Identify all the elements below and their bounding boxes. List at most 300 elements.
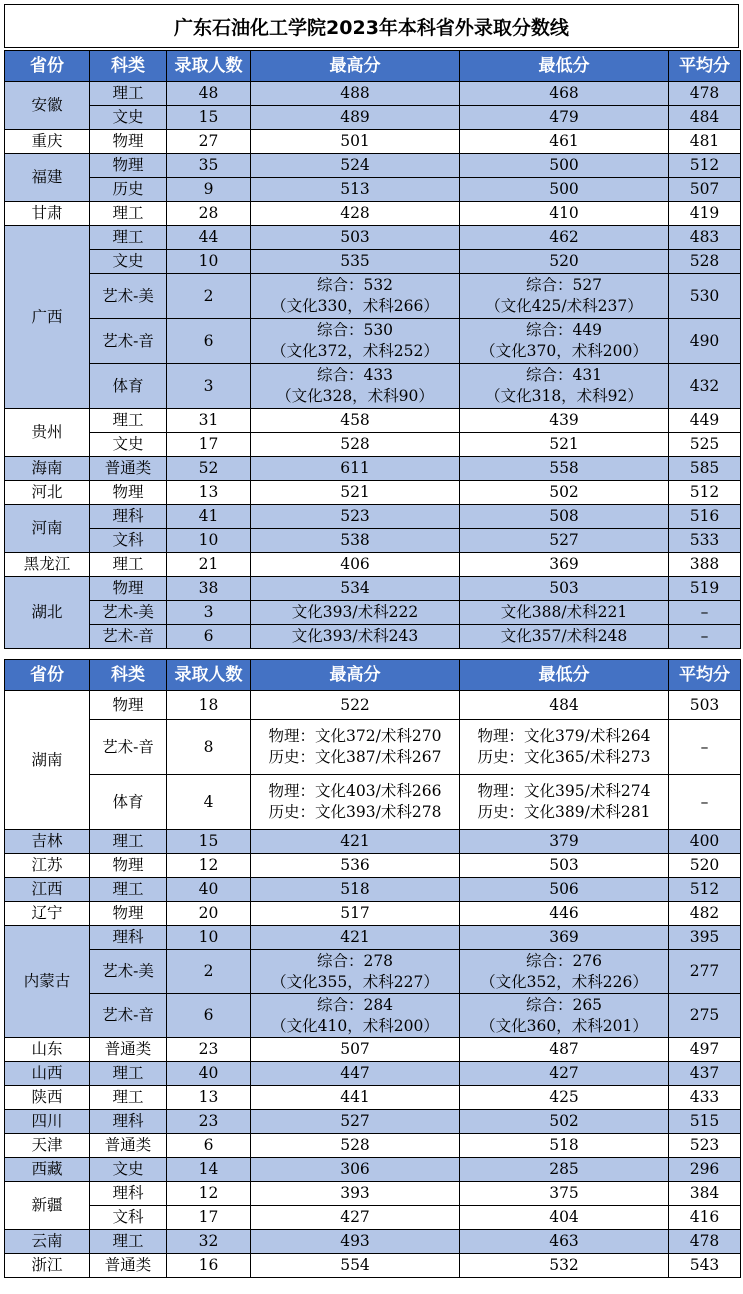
avg-cell: 520 <box>669 854 741 878</box>
category-cell: 艺术-美 <box>90 950 167 994</box>
max-cell: 421 <box>251 830 460 854</box>
count-cell: 6 <box>167 994 251 1038</box>
province-cell: 黑龙江 <box>5 553 90 577</box>
count-cell: 2 <box>167 950 251 994</box>
category-cell: 理工 <box>90 1062 167 1086</box>
avg-cell: 419 <box>669 202 741 226</box>
max-cell: 528 <box>251 433 460 457</box>
province-cell: 浙江 <box>5 1254 90 1278</box>
header-category: 科类 <box>90 51 167 82</box>
category-cell: 艺术-音 <box>90 720 167 775</box>
count-cell: 28 <box>167 202 251 226</box>
max-cell <box>251 775 460 830</box>
table-row <box>5 625 741 649</box>
count-cell: 18 <box>167 691 251 720</box>
province-cell: 四川 <box>5 1110 90 1134</box>
category-cell: 艺术-音 <box>90 994 167 1038</box>
category-cell: 理科 <box>90 1110 167 1134</box>
category-cell: 理科 <box>90 926 167 950</box>
avg-cell: 512 <box>669 481 741 505</box>
table-row <box>5 1062 741 1086</box>
max-line-1: 物理：文化372/术科270 <box>268 727 442 745</box>
count-cell: 48 <box>167 82 251 106</box>
category-cell: 普通类 <box>90 1254 167 1278</box>
min-cell: 527 <box>460 529 669 553</box>
table-row <box>5 1134 741 1158</box>
table-row <box>5 433 741 457</box>
min-cell: 502 <box>460 1110 669 1134</box>
category-cell: 理工 <box>90 830 167 854</box>
count-cell: 40 <box>167 1062 251 1086</box>
min-line-1: 物理：文化395/术科274 <box>477 782 651 800</box>
category-cell: 文史 <box>90 106 167 130</box>
min-line-2: （文化318，术科92） <box>485 387 643 405</box>
province-cell: 湖北 <box>5 577 90 649</box>
avg-cell: 490 <box>669 319 741 364</box>
table-row <box>5 202 741 226</box>
count-cell: 15 <box>167 830 251 854</box>
table-row <box>5 505 741 529</box>
table-row <box>5 1230 741 1254</box>
category-cell: 文科 <box>90 1206 167 1230</box>
avg-cell: 530 <box>669 274 741 319</box>
min-cell: 425 <box>460 1086 669 1110</box>
table-row <box>5 154 741 178</box>
category-cell: 文史 <box>90 433 167 457</box>
avg-cell: 483 <box>669 226 741 250</box>
max-cell <box>251 364 460 409</box>
count-cell: 9 <box>167 178 251 202</box>
count-cell: 6 <box>167 319 251 364</box>
min-line-2: 历史：文化365/术科273 <box>477 748 651 766</box>
min-line-1: 综合：527 <box>525 276 603 294</box>
max-cell: 501 <box>251 130 460 154</box>
province-cell: 河北 <box>5 481 90 505</box>
table-row <box>5 775 741 830</box>
max-line-1: 综合：433 <box>316 366 394 384</box>
max-cell <box>251 950 460 994</box>
min-cell <box>460 720 669 775</box>
count-cell: 8 <box>167 720 251 775</box>
table-row <box>5 950 741 994</box>
max-cell: 524 <box>251 154 460 178</box>
avg-cell: 400 <box>669 830 741 854</box>
category-cell: 物理 <box>90 691 167 720</box>
category-cell: 文科 <box>90 529 167 553</box>
avg-cell: 478 <box>669 1230 741 1254</box>
max-line-2: （文化410，术科200） <box>271 1016 439 1035</box>
table-row <box>5 1110 741 1134</box>
province-cell: 重庆 <box>5 130 90 154</box>
min-cell: 500 <box>460 178 669 202</box>
min-line-2: （文化425/术科237） <box>485 297 643 315</box>
province-cell: 广西 <box>5 226 90 409</box>
min-cell: 文化388/术科221 <box>460 601 669 625</box>
min-cell: 508 <box>460 505 669 529</box>
header-count: 录取人数 <box>167 51 251 82</box>
province-cell: 贵州 <box>5 409 90 457</box>
max-cell: 447 <box>251 1062 460 1086</box>
min-cell: 479 <box>460 106 669 130</box>
max-cell: 538 <box>251 529 460 553</box>
avg-cell: 432 <box>669 364 741 409</box>
avg-cell: 543 <box>669 1254 741 1278</box>
count-cell: 10 <box>167 250 251 274</box>
max-line-1: 物理：文化403/术科266 <box>268 782 442 800</box>
max-cell: 489 <box>251 106 460 130</box>
header-category: 科类 <box>90 660 167 691</box>
min-line-2: （文化370，术科200） <box>480 342 648 360</box>
province-cell: 内蒙古 <box>5 926 90 1038</box>
province-cell: 江苏 <box>5 854 90 878</box>
count-cell: 13 <box>167 1086 251 1110</box>
min-cell: 446 <box>460 902 669 926</box>
min-cell: 506 <box>460 878 669 902</box>
category-cell: 物理 <box>90 481 167 505</box>
province-cell: 湖南 <box>5 691 90 830</box>
admission-table-2 <box>4 659 741 1278</box>
min-cell: 285 <box>460 1158 669 1182</box>
count-cell: 38 <box>167 577 251 601</box>
max-cell: 513 <box>251 178 460 202</box>
table-row <box>5 854 741 878</box>
min-line-1: 综合：449 <box>525 321 603 339</box>
table-row <box>5 1254 741 1278</box>
avg-cell: 512 <box>669 154 741 178</box>
count-cell: 21 <box>167 553 251 577</box>
max-line-2: （文化330，术科266） <box>271 297 439 315</box>
table-row <box>5 830 741 854</box>
avg-cell: 528 <box>669 250 741 274</box>
header-min: 最低分 <box>460 51 669 82</box>
max-cell: 441 <box>251 1086 460 1110</box>
max-cell: 554 <box>251 1254 460 1278</box>
province-cell: 江西 <box>5 878 90 902</box>
category-cell: 艺术-音 <box>90 625 167 649</box>
category-cell: 历史 <box>90 178 167 202</box>
max-cell: 493 <box>251 1230 460 1254</box>
count-cell: 12 <box>167 1182 251 1206</box>
header-count: 录取人数 <box>167 660 251 691</box>
category-cell: 物理 <box>90 577 167 601</box>
max-cell: 527 <box>251 1110 460 1134</box>
count-cell: 17 <box>167 433 251 457</box>
table-row <box>5 878 741 902</box>
avg-cell: 585 <box>669 457 741 481</box>
min-cell <box>460 319 669 364</box>
count-cell: 27 <box>167 130 251 154</box>
min-line-2: （文化352，术科226） <box>480 972 648 991</box>
avg-cell: 503 <box>669 691 741 720</box>
count-cell: 16 <box>167 1254 251 1278</box>
max-cell: 536 <box>251 854 460 878</box>
min-line-1: 物理：文化379/术科264 <box>477 727 651 745</box>
count-cell: 40 <box>167 878 251 902</box>
max-cell: 428 <box>251 202 460 226</box>
min-cell: 369 <box>460 553 669 577</box>
min-cell: 532 <box>460 1254 669 1278</box>
category-cell: 理工 <box>90 409 167 433</box>
table-row <box>5 274 741 319</box>
count-cell: 44 <box>167 226 251 250</box>
category-cell: 文史 <box>90 1158 167 1182</box>
min-cell: 439 <box>460 409 669 433</box>
table-row <box>5 577 741 601</box>
table-row <box>5 1158 741 1182</box>
count-cell: 13 <box>167 481 251 505</box>
category-cell: 体育 <box>90 364 167 409</box>
min-line-1: 综合：276 <box>525 951 603 970</box>
table-row <box>5 720 741 775</box>
min-cell: 502 <box>460 481 669 505</box>
header-avg: 平均分 <box>669 51 741 82</box>
max-cell: 421 <box>251 926 460 950</box>
province-cell: 安徽 <box>5 82 90 130</box>
avg-cell: 449 <box>669 409 741 433</box>
province-cell: 吉林 <box>5 830 90 854</box>
table-row <box>5 601 741 625</box>
max-line-2: （文化372，术科252） <box>271 342 439 360</box>
header-max: 最高分 <box>251 660 460 691</box>
min-line-2: 历史：文化389/术科281 <box>477 803 651 821</box>
avg-cell: 478 <box>669 82 741 106</box>
category-cell: 普通类 <box>90 457 167 481</box>
table-row <box>5 319 741 364</box>
province-cell: 云南 <box>5 1230 90 1254</box>
max-cell: 521 <box>251 481 460 505</box>
count-cell: 12 <box>167 854 251 878</box>
min-cell: 521 <box>460 433 669 457</box>
max-cell <box>251 720 460 775</box>
count-cell: 14 <box>167 1158 251 1182</box>
header-min: 最低分 <box>460 660 669 691</box>
min-cell: 558 <box>460 457 669 481</box>
min-line-1: 综合：265 <box>525 995 603 1014</box>
table-row <box>5 994 741 1038</box>
category-cell: 物理 <box>90 902 167 926</box>
header-avg: 平均分 <box>669 660 741 691</box>
count-cell: 35 <box>167 154 251 178</box>
table-header-row <box>5 660 741 691</box>
category-cell: 理工 <box>90 226 167 250</box>
min-cell: 461 <box>460 130 669 154</box>
count-cell: 3 <box>167 364 251 409</box>
min-cell: 500 <box>460 154 669 178</box>
header-province: 省份 <box>5 51 90 82</box>
category-cell: 艺术-音 <box>90 319 167 364</box>
min-cell <box>460 364 669 409</box>
avg-cell: 296 <box>669 1158 741 1182</box>
max-cell: 534 <box>251 577 460 601</box>
max-cell: 406 <box>251 553 460 577</box>
category-cell: 理工 <box>90 1230 167 1254</box>
max-cell <box>251 319 460 364</box>
max-cell: 535 <box>251 250 460 274</box>
min-cell <box>460 274 669 319</box>
table-row <box>5 250 741 274</box>
category-cell: 艺术-美 <box>90 274 167 319</box>
count-cell: 32 <box>167 1230 251 1254</box>
avg-cell: – <box>669 601 741 625</box>
table-header-row <box>5 51 741 82</box>
category-cell: 体育 <box>90 775 167 830</box>
table-row <box>5 178 741 202</box>
province-cell: 山西 <box>5 1062 90 1086</box>
avg-cell: 437 <box>669 1062 741 1086</box>
table-row <box>5 529 741 553</box>
count-cell: 10 <box>167 529 251 553</box>
max-line-1: 综合：278 <box>316 951 394 970</box>
avg-cell: 497 <box>669 1038 741 1062</box>
avg-cell: 516 <box>669 505 741 529</box>
avg-cell: 433 <box>669 1086 741 1110</box>
avg-cell: 512 <box>669 878 741 902</box>
admission-table-1 <box>4 50 741 649</box>
category-cell: 物理 <box>90 854 167 878</box>
count-cell: 52 <box>167 457 251 481</box>
avg-cell: 507 <box>669 178 741 202</box>
table-row <box>5 1182 741 1206</box>
min-cell: 518 <box>460 1134 669 1158</box>
category-cell: 理工 <box>90 553 167 577</box>
province-cell: 新疆 <box>5 1182 90 1230</box>
avg-cell: 384 <box>669 1182 741 1206</box>
table-row <box>5 902 741 926</box>
max-line-2: （文化328，术科90） <box>276 387 434 405</box>
min-cell: 503 <box>460 854 669 878</box>
page-title: 广东石油化工学院2023年本科省外录取分数线 <box>4 4 739 48</box>
table-row <box>5 1086 741 1110</box>
count-cell: 31 <box>167 409 251 433</box>
avg-cell: 515 <box>669 1110 741 1134</box>
avg-cell: 523 <box>669 1134 741 1158</box>
category-cell: 艺术-美 <box>90 601 167 625</box>
province-cell: 辽宁 <box>5 902 90 926</box>
avg-cell: 481 <box>669 130 741 154</box>
avg-cell: – <box>669 775 741 830</box>
max-cell: 393 <box>251 1182 460 1206</box>
category-cell: 理工 <box>90 202 167 226</box>
max-line-2: 历史：文化387/术科267 <box>268 748 442 766</box>
province-cell: 河南 <box>5 505 90 553</box>
category-cell: 普通类 <box>90 1134 167 1158</box>
min-cell: 379 <box>460 830 669 854</box>
min-cell: 503 <box>460 577 669 601</box>
max-cell <box>251 274 460 319</box>
category-cell: 理科 <box>90 1182 167 1206</box>
province-cell: 陕西 <box>5 1086 90 1110</box>
count-cell: 41 <box>167 505 251 529</box>
max-cell: 611 <box>251 457 460 481</box>
max-line-1: 综合：530 <box>316 321 394 339</box>
min-cell: 404 <box>460 1206 669 1230</box>
min-cell: 463 <box>460 1230 669 1254</box>
avg-cell: 388 <box>669 553 741 577</box>
category-cell: 物理 <box>90 130 167 154</box>
min-cell: 462 <box>460 226 669 250</box>
count-cell: 10 <box>167 926 251 950</box>
count-cell: 23 <box>167 1110 251 1134</box>
category-cell: 理工 <box>90 1086 167 1110</box>
table-row <box>5 481 741 505</box>
max-cell: 306 <box>251 1158 460 1182</box>
max-cell: 458 <box>251 409 460 433</box>
min-cell <box>460 950 669 994</box>
max-line-2: （文化355，术科227） <box>271 972 439 991</box>
count-cell: 3 <box>167 601 251 625</box>
min-line-2: （文化360，术科201） <box>480 1016 648 1035</box>
min-cell <box>460 775 669 830</box>
avg-cell: 482 <box>669 902 741 926</box>
min-cell: 520 <box>460 250 669 274</box>
min-cell <box>460 994 669 1038</box>
avg-cell: – <box>669 625 741 649</box>
count-cell: 4 <box>167 775 251 830</box>
max-cell: 文化393/术科222 <box>251 601 460 625</box>
min-cell: 484 <box>460 691 669 720</box>
avg-cell: 525 <box>669 433 741 457</box>
avg-cell: – <box>669 720 741 775</box>
table-row <box>5 409 741 433</box>
header-max: 最高分 <box>251 51 460 82</box>
max-cell: 523 <box>251 505 460 529</box>
category-cell: 物理 <box>90 154 167 178</box>
max-cell: 503 <box>251 226 460 250</box>
count-cell: 23 <box>167 1038 251 1062</box>
count-cell: 6 <box>167 1134 251 1158</box>
count-cell: 20 <box>167 902 251 926</box>
min-cell: 468 <box>460 82 669 106</box>
category-cell: 理工 <box>90 82 167 106</box>
min-cell: 369 <box>460 926 669 950</box>
table-row <box>5 926 741 950</box>
max-cell: 507 <box>251 1038 460 1062</box>
avg-cell: 395 <box>669 926 741 950</box>
table-row <box>5 226 741 250</box>
min-line-1: 综合：431 <box>525 366 603 384</box>
category-cell: 文史 <box>90 250 167 274</box>
table-row <box>5 553 741 577</box>
max-cell: 文化393/术科243 <box>251 625 460 649</box>
min-cell: 487 <box>460 1038 669 1062</box>
max-cell: 522 <box>251 691 460 720</box>
max-cell: 488 <box>251 82 460 106</box>
min-cell: 410 <box>460 202 669 226</box>
category-cell: 理科 <box>90 505 167 529</box>
table-row <box>5 1038 741 1062</box>
max-cell: 528 <box>251 1134 460 1158</box>
table-row <box>5 364 741 409</box>
table-row <box>5 106 741 130</box>
avg-cell: 484 <box>669 106 741 130</box>
province-cell: 山东 <box>5 1038 90 1062</box>
max-cell: 427 <box>251 1206 460 1230</box>
table-row <box>5 691 741 720</box>
min-cell: 427 <box>460 1062 669 1086</box>
province-cell: 西藏 <box>5 1158 90 1182</box>
min-cell: 文化357/术科248 <box>460 625 669 649</box>
table-row <box>5 457 741 481</box>
table-row <box>5 82 741 106</box>
max-line-2: 历史：文化393/术科278 <box>268 803 442 821</box>
province-cell: 福建 <box>5 154 90 202</box>
province-cell: 天津 <box>5 1134 90 1158</box>
table-row <box>5 130 741 154</box>
province-cell: 甘肃 <box>5 202 90 226</box>
max-line-1: 综合：532 <box>316 276 394 294</box>
max-cell: 518 <box>251 878 460 902</box>
avg-cell: 277 <box>669 950 741 994</box>
